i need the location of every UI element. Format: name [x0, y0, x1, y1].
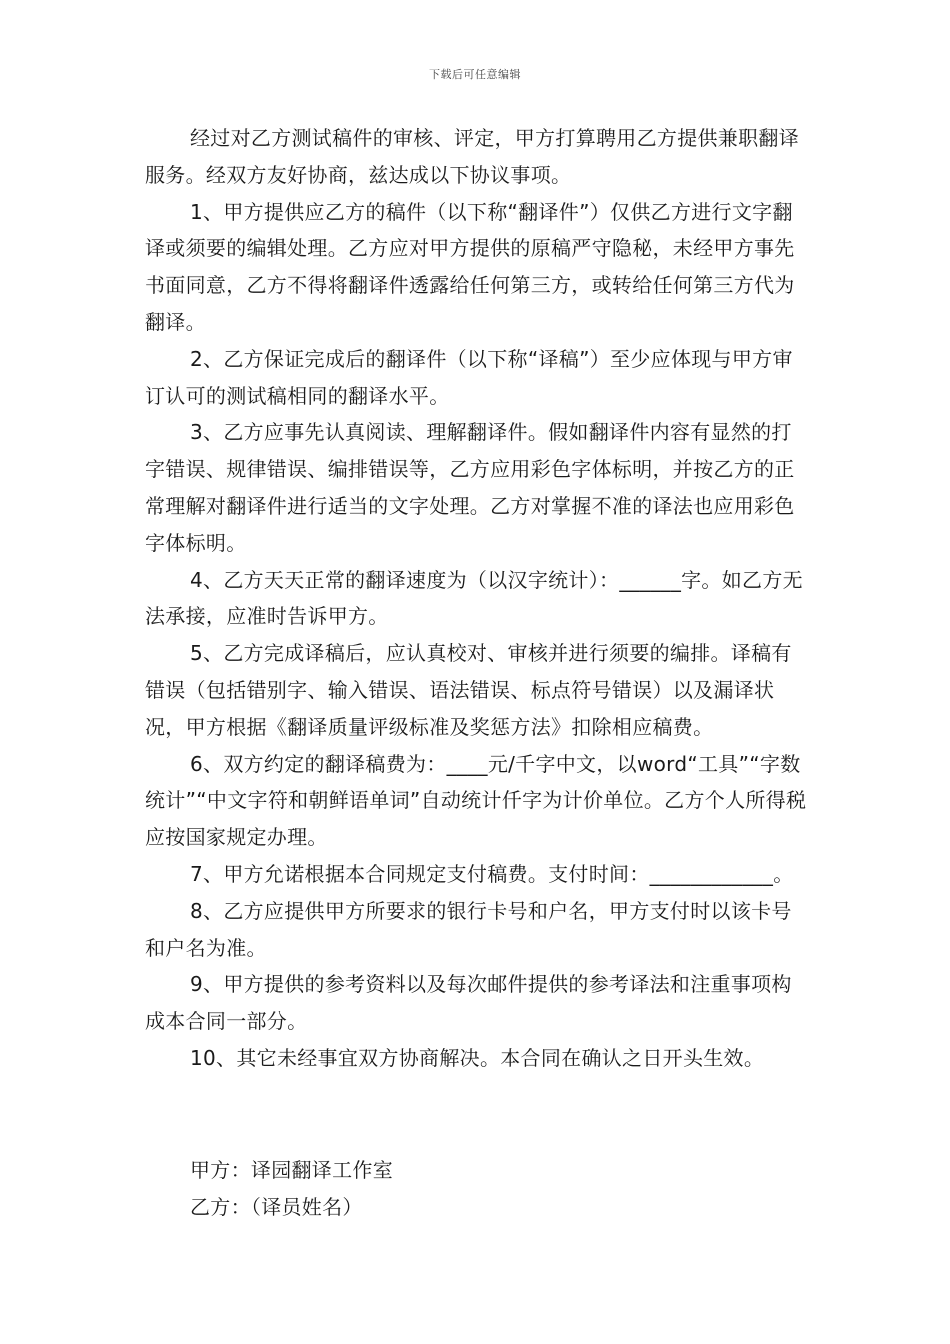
- clause-7: 7、甲方允诺根据本合同规定支付稿费。支付时间：____________。: [190, 861, 794, 886]
- party-a-signature: 甲方：译园翻译工作室: [190, 1158, 393, 1182]
- clause-6: 6、双方约定的翻译稿费为：____元/千字中文，以word“工具”“字数统计”“中文字符和朝鲜语单词”自动统计仟字为计价单位。乙方个人所得税应按国家规定办理。: [145, 751, 807, 850]
- contract-body: [145, 120, 810, 1077]
- page-header: 下载后可任意编辑: [429, 68, 521, 81]
- clause-1: 1、甲方提供应乙方的稿件（以下称“翻译件”）仅供乙方进行文字翻译或须要的编辑处理。乙方应对甲方提供的原稿严守隐秘，未经甲方事先书面同意，乙方不得将翻译件透露给任何第三方，或转给任何第三方代为翻译。: [145, 199, 795, 334]
- intro-paragraph: 经过对乙方测试稿件的审核、评定，甲方打算聘用乙方提供兼职翻译服务。经双方友好协商，兹达成以下协议事项。: [145, 126, 799, 187]
- clause-9: 9、甲方提供的参考资料以及每次邮件提供的参考译法和注重事项构成本合同一部分。: [145, 972, 792, 1034]
- clause-5: 5、乙方完成译稿后，应认真校对、审核并进行须要的编排。译稿有错误（包括错别字、输入错误、语法错误、标点符号错误）以及漏译状况，甲方根据《翻译质量评级标准及奖惩方法》扣除相应稿费。: [145, 641, 792, 739]
- clause-10: 10、其它未经事宜双方协商解决。本合同在确认之日开头生效。: [190, 1045, 765, 1070]
- clause-2: 2、乙方保证完成后的翻译件（以下称“译稿”）至少应体现与甲方审订认可的测试稿相同的翻译水平。: [145, 346, 793, 408]
- clause-3: 3、乙方应事先认真阅读、理解翻译件。假如翻译件内容有显然的打字错误、规律错误、编排错误等，乙方应用彩色字体标明，并按乙方的正常理解对翻译件进行适当的文字处理。乙方对掌握不准的译法也应用彩色字体标明。: [145, 420, 795, 555]
- clause-4: 4、乙方天天正常的翻译速度为（以汉字统计）：______字。如乙方无法承接，应准时告诉甲方。: [145, 567, 803, 629]
- party-b-signature: 乙方：（译员姓名）: [190, 1195, 363, 1219]
- clause-8: 8、乙方应提供甲方所要求的银行卡号和户名，甲方支付时以该卡号和户名为准。: [145, 898, 792, 960]
